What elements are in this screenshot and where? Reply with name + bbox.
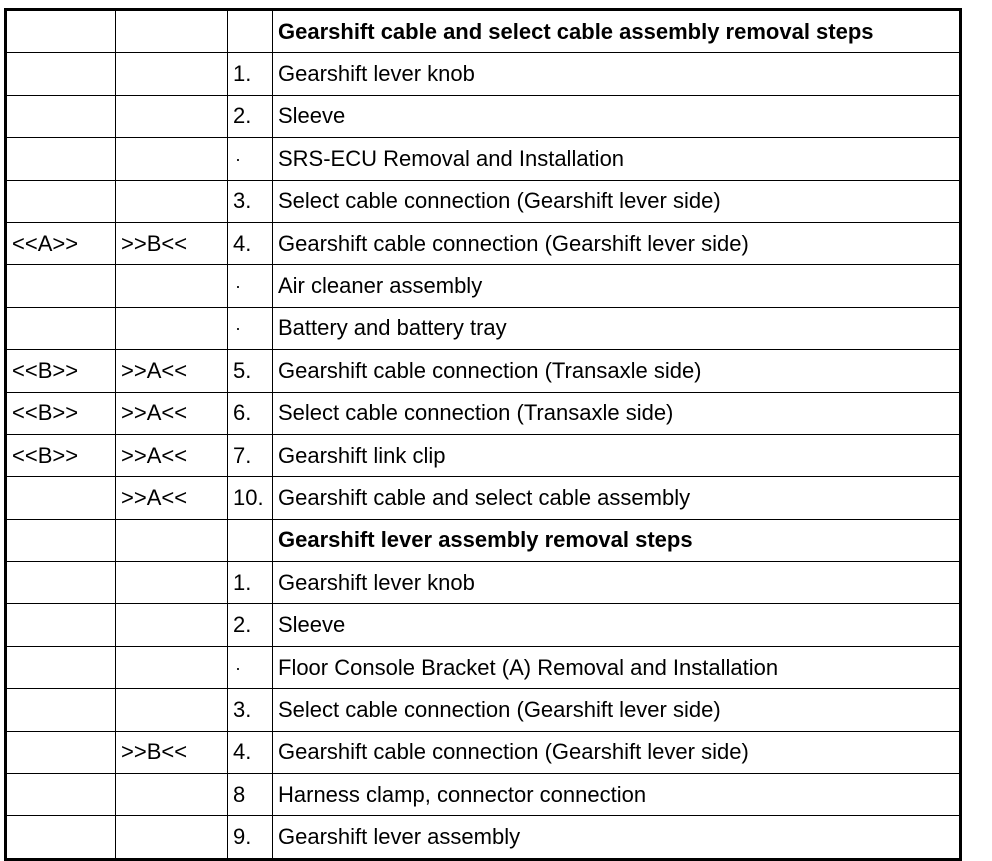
table-row [6,604,961,646]
table-row [6,392,961,434]
service-ref-cell [6,689,116,731]
step-number-cell: 6. [228,392,273,434]
service-ref-cell: <<B>> [6,434,116,476]
install-ref-cell [116,265,228,307]
install-ref-cell: >>A<< [116,477,228,519]
table-row [6,350,961,392]
step-description-cell: Select cable connection (Transaxle side) [273,392,961,434]
service-ref-cell [6,816,116,859]
install-ref-cell: >>B<< [116,222,228,264]
step-description-cell: Gearshift cable and select cable assembly [273,477,961,519]
step-description-cell: SRS-ECU Removal and Installation [273,138,961,180]
step-number-cell: 2. [228,95,273,137]
step-description-cell: Floor Console Bracket (A) Removal and Installation [273,646,961,688]
step-number-cell: 10. [228,477,273,519]
table-row [6,689,961,731]
step-description-cell: Gearshift cable connection (Gearshift lever side) [273,731,961,773]
procedure-sheet [4,8,964,861]
service-ref-cell [6,646,116,688]
step-number-cell: 2. [228,604,273,646]
step-description-cell: Gearshift lever assembly [273,816,961,859]
table-row [6,731,961,773]
table-row [6,265,961,307]
install-ref-cell [116,689,228,731]
install-ref-cell [116,519,228,561]
table-row [6,434,961,476]
table-row [6,477,961,519]
step-number-cell: 3. [228,689,273,731]
install-ref-cell [116,53,228,95]
service-ref-cell [6,138,116,180]
step-description-cell: Select cable connection (Gearshift lever side) [273,180,961,222]
service-ref-cell [6,53,116,95]
install-ref-cell: >>A<< [116,434,228,476]
install-ref-cell [116,95,228,137]
service-ref-cell: <<A>> [6,222,116,264]
install-ref-cell: >>B<< [116,731,228,773]
step-number-cell [228,519,273,561]
install-ref-cell [116,646,228,688]
step-number-cell: · [228,138,273,180]
service-ref-cell [6,180,116,222]
service-ref-cell [6,604,116,646]
table-row [6,95,961,137]
service-ref-cell [6,265,116,307]
step-number-cell: 1. [228,562,273,604]
service-ref-cell [6,307,116,349]
service-ref-cell [6,731,116,773]
service-ref-cell [6,95,116,137]
install-ref-cell [116,774,228,816]
install-ref-cell: >>A<< [116,350,228,392]
step-description-cell: Air cleaner assembly [273,265,961,307]
service-ref-cell: <<B>> [6,392,116,434]
removal-steps-body [6,10,961,860]
table-row [6,138,961,180]
step-description-cell: Gearshift cable connection (Transaxle side) [273,350,961,392]
table-row [6,774,961,816]
table-row [6,180,961,222]
step-description-cell: Gearshift link clip [273,434,961,476]
step-description-cell: Gearshift cable connection (Gearshift lever side) [273,222,961,264]
install-ref-cell [116,816,228,859]
step-number-cell: 3. [228,180,273,222]
step-description-cell: Gearshift lever knob [273,562,961,604]
removal-steps-table [4,8,962,861]
service-ref-cell [6,774,116,816]
step-number-cell: 7. [228,434,273,476]
step-number-cell: 5. [228,350,273,392]
install-ref-cell [116,138,228,180]
service-ref-cell [6,519,116,561]
step-description-cell: Gearshift lever knob [273,53,961,95]
service-ref-cell [6,10,116,53]
install-ref-cell [116,307,228,349]
step-description-cell: Select cable connection (Gearshift lever side) [273,689,961,731]
step-description-cell: Sleeve [273,604,961,646]
install-ref-cell [116,562,228,604]
install-ref-cell [116,604,228,646]
step-number-cell: 9. [228,816,273,859]
install-ref-cell [116,180,228,222]
step-number-cell: · [228,646,273,688]
table-row [6,646,961,688]
step-number-cell: 4. [228,731,273,773]
service-ref-cell: <<B>> [6,350,116,392]
service-ref-cell [6,562,116,604]
step-number-cell: 8 [228,774,273,816]
step-number-cell: 4. [228,222,273,264]
table-row [6,562,961,604]
step-description-cell: Gearshift cable and select cable assembly removal steps [273,10,961,53]
step-number-cell: · [228,307,273,349]
service-ref-cell [6,477,116,519]
step-number-cell [228,10,273,53]
install-ref-cell [116,10,228,53]
table-row [6,307,961,349]
table-row [6,816,961,859]
install-ref-cell: >>A<< [116,392,228,434]
step-description-cell: Battery and battery tray [273,307,961,349]
step-number-cell: 1. [228,53,273,95]
table-row [6,53,961,95]
step-number-cell: · [228,265,273,307]
step-description-cell: Harness clamp, connector connection [273,774,961,816]
step-description-cell: Gearshift lever assembly removal steps [273,519,961,561]
table-row [6,519,961,561]
table-row [6,222,961,264]
step-description-cell: Sleeve [273,95,961,137]
table-row [6,10,961,53]
